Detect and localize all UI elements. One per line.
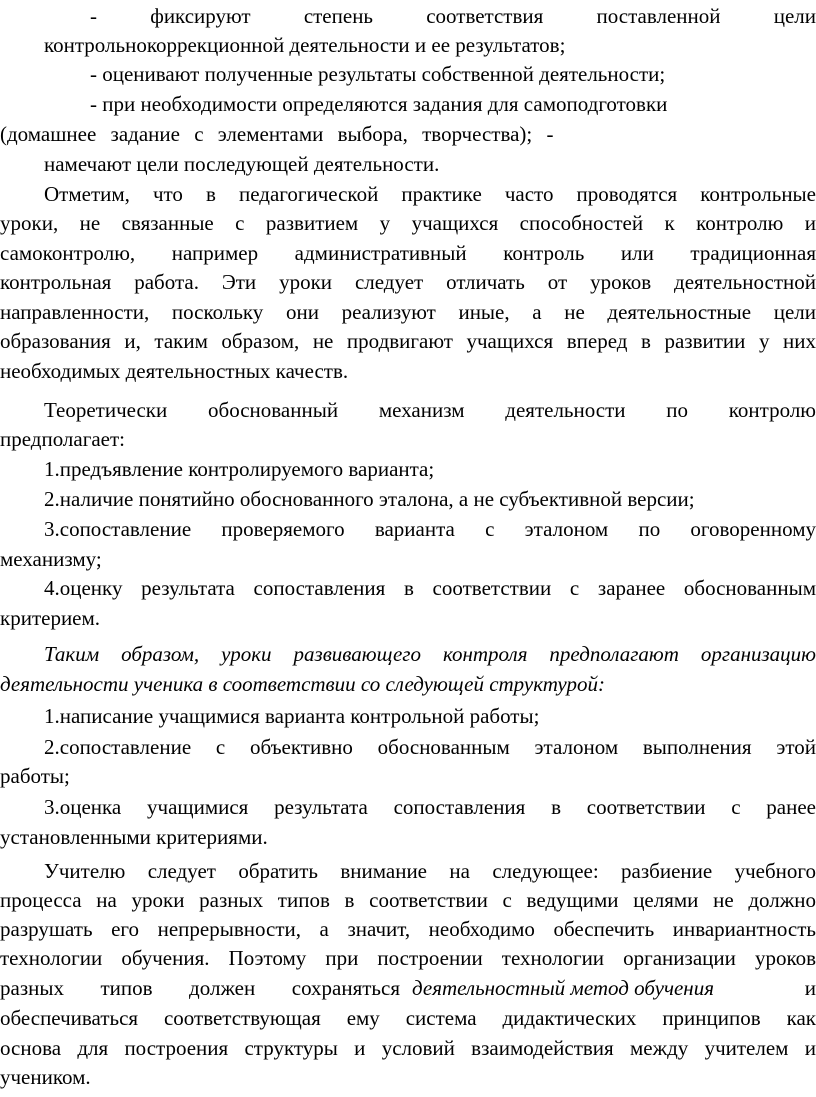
italic-text-segment: деятельностный метод обучения xyxy=(412,976,714,1000)
paragraph-first-line: Учителю следует обратить внимание на следующее: разбиение учебного xyxy=(44,859,816,883)
paragraph-first-line: Отметим, что в педагогической практике часто проводятся контрольные xyxy=(44,182,816,206)
italic-paragraph-line: Таким образом, уроки развивающего контроля предполагают организацию xyxy=(44,642,816,666)
list-item: 2.наличие понятийно обоснованного эталона, а не субъективной версии; xyxy=(44,487,695,511)
mixed-text-line xyxy=(0,974,816,1004)
italic-paragraph-line: деятельности ученика в соответствии со следующей структурой: xyxy=(0,672,605,696)
text-line: - при необходимости определяются задания для самоподготовки xyxy=(90,92,668,116)
text-line: необходимых деятельностных качеств. xyxy=(0,359,349,383)
text-line: - оценивают полученные результаты собственной деятельности; xyxy=(90,62,666,86)
text-line: работы; xyxy=(0,764,70,788)
text-segment: разных типов должен сохраняться xyxy=(0,976,400,1000)
text-line: механизму; xyxy=(0,547,102,571)
text-line: - фиксируют степень соответствия поставленной цели xyxy=(90,4,816,28)
text-line: основа для построения структуры и условий взаимодействия между учителем и xyxy=(0,1036,816,1060)
text-line: процесса на уроки разных типов в соответствии с ведущими целями не должно xyxy=(0,888,816,912)
text-line: направленности, поскольку они реализуют иные, а не деятельностные цели xyxy=(0,300,816,324)
list-item: 2.сопоставление с объективно обоснованным эталоном выполнения этой xyxy=(44,735,816,759)
text-line: контрольная работа. Эти уроки следует отличать от уроков деятельностной xyxy=(0,270,816,294)
list-item: 4.оценку результата сопоставления в соответствии с заранее обоснованным xyxy=(44,576,816,600)
text-line: критерием. xyxy=(0,606,101,630)
text-line: намечают цели последующей деятельности. xyxy=(44,152,440,176)
list-item: 1.предъявление контролируемого варианта; xyxy=(44,457,435,481)
text-line: (домашнее задание с элементами выбора, творчества); - xyxy=(0,122,554,146)
text-line: технологии обучения. Поэтому при построении технологии организации уроков xyxy=(0,946,816,970)
text-line: самоконтролю, например административный контроль или традиционная xyxy=(0,241,816,265)
paragraph-first-line: Теоретически обоснованный механизм деятельности по контролю xyxy=(44,398,816,422)
list-item: 3.сопоставление проверяемого варианта с эталоном по оговоренному xyxy=(44,517,816,541)
text-line: предполагает: xyxy=(0,427,125,451)
text-line: образования и, таким образом, не продвигают учащихся вперед в развитии у них xyxy=(0,329,816,353)
text-line: обеспечиваться соответствующая ему система дидактических принципов как xyxy=(0,1006,816,1030)
list-item: 3.оценка учащимися результата сопоставления в соответствии с ранее xyxy=(44,795,816,819)
text-line: установленными критериями. xyxy=(0,825,268,849)
text-line: разрушать его непрерывности, а значит, необходимо обеспечить инвариантность xyxy=(0,917,816,941)
text-line: уроки, не связанные с развитием у учащихся способностей к контролю и xyxy=(0,211,816,235)
list-item: 1.написание учащимися варианта контрольной работы; xyxy=(44,704,540,728)
text-segment: и xyxy=(804,976,816,1000)
text-line: учеником. xyxy=(0,1065,91,1089)
text-line: контрольнокоррекционной деятельности и ее результатов; xyxy=(44,33,566,57)
